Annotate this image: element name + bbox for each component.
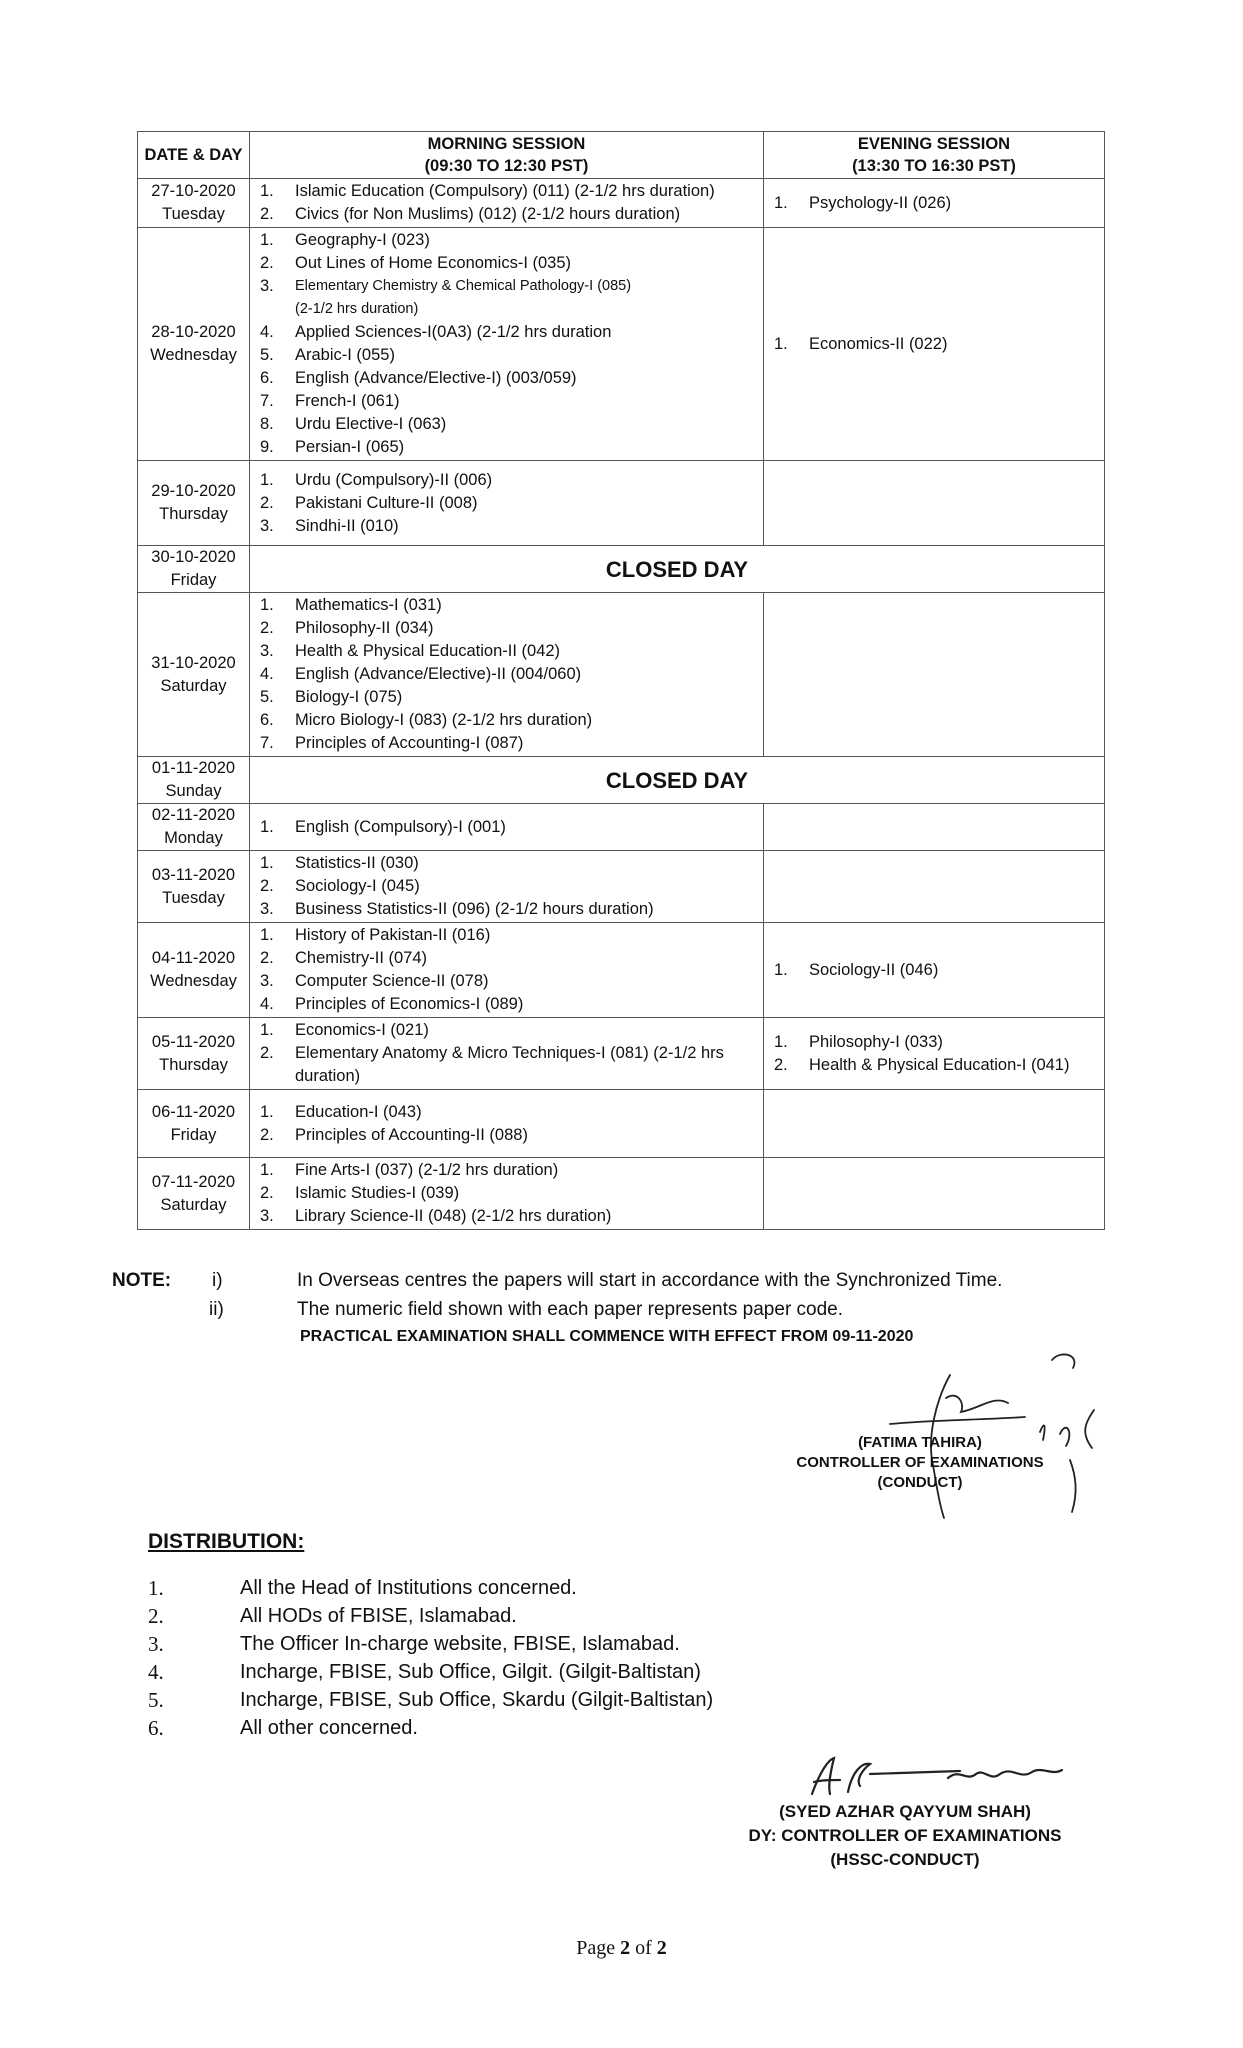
paper-title xyxy=(295,180,757,203)
paper-title xyxy=(295,492,757,515)
paper-item xyxy=(258,993,757,1016)
table-row xyxy=(138,179,1105,228)
evening-session-cell xyxy=(764,593,1105,757)
paper-title xyxy=(295,617,757,640)
distribution-number: 1. xyxy=(148,1576,164,1600)
exam-date: 05-11-2020 xyxy=(151,1032,236,1051)
page-number xyxy=(0,1937,1243,1960)
paper-title xyxy=(295,970,757,993)
signatory-deputy-controller xyxy=(690,1800,1120,1872)
distribution-item xyxy=(148,1574,713,1602)
paper-title xyxy=(295,390,757,413)
paper-item xyxy=(772,192,1098,215)
paper-title xyxy=(295,852,757,875)
distribution-item xyxy=(148,1602,713,1630)
paper-number: 2. xyxy=(260,254,274,272)
paper-title xyxy=(809,192,1098,215)
paper-title xyxy=(295,413,757,436)
distribution-item xyxy=(148,1658,713,1686)
evening-session-cell xyxy=(764,228,1105,461)
date-day-cell xyxy=(138,804,250,851)
paper-title-text: Chemistry-II (074) xyxy=(295,949,428,967)
distribution-number: 5. xyxy=(148,1688,164,1712)
paper-title xyxy=(809,1054,1098,1077)
distribution-list xyxy=(148,1574,713,1742)
morning-session-cell xyxy=(250,1158,764,1230)
exam-day: Friday xyxy=(170,571,217,589)
paper-item xyxy=(772,1031,1098,1054)
paper-title-text: Sociology-I (045) xyxy=(295,877,420,895)
paper-title xyxy=(295,1182,757,1205)
paper-item xyxy=(258,436,757,459)
paper-title-text: History of Pakistan-II (016) xyxy=(295,926,491,944)
distribution-item xyxy=(148,1714,713,1742)
distribution-number: 3. xyxy=(148,1632,164,1656)
paper-number: 1. xyxy=(260,231,274,249)
paper-title xyxy=(295,203,757,226)
distribution-text: The Officer In-charge website, FBISE, Islamabad. xyxy=(240,1633,680,1655)
paper-item xyxy=(258,1205,757,1228)
paper-number: 2. xyxy=(260,493,274,512)
exam-day: Friday xyxy=(170,1125,217,1144)
date-day-cell xyxy=(138,593,250,757)
paper-item xyxy=(258,1182,757,1205)
paper-number: 9. xyxy=(260,438,274,456)
note-item-number: i) xyxy=(212,1270,223,1291)
paper-title-text: English (Compulsory)-I (001) xyxy=(295,817,506,836)
table-row xyxy=(138,851,1105,923)
exam-day: Saturday xyxy=(160,1195,227,1214)
paper-title xyxy=(295,686,757,709)
evening-time: (13:30 TO 16:30 PST) xyxy=(852,157,1016,175)
date-day-cell xyxy=(138,179,250,228)
signatory-dept: (HSSC-CONDUCT) xyxy=(830,1850,980,1869)
exam-day: Sunday xyxy=(165,782,222,800)
date-day-cell xyxy=(138,546,250,593)
paper-title-text: Principles of Accounting-I (087) xyxy=(295,734,524,752)
note-item-text: The numeric field shown with each paper represents paper code. xyxy=(297,1299,844,1320)
paper-number: 8. xyxy=(260,415,274,433)
paper-title xyxy=(295,469,757,492)
evening-session-cell xyxy=(764,461,1105,546)
morning-session-cell xyxy=(250,923,764,1018)
paper-title xyxy=(295,275,757,321)
paper-title xyxy=(295,947,757,970)
header-date-day: DATE & DAY xyxy=(138,132,250,179)
page-of: of xyxy=(630,1937,657,1959)
evening-session-cell xyxy=(764,851,1105,923)
paper-title xyxy=(295,367,757,390)
paper-title-text: Statistics-II (030) xyxy=(295,854,419,872)
paper-item xyxy=(258,203,757,226)
morning-session-cell xyxy=(250,228,764,461)
paper-number: 1. xyxy=(260,854,274,872)
paper-item xyxy=(258,1124,757,1147)
paper-number: 3. xyxy=(260,1207,274,1225)
paper-number: 1. xyxy=(260,926,274,944)
table-row xyxy=(138,804,1105,851)
table-row xyxy=(138,461,1105,546)
table-row xyxy=(138,593,1105,757)
paper-duration-note: (2-1/2 hrs duration) xyxy=(295,301,419,317)
distribution-text: All the Head of Institutions concerned. xyxy=(240,1577,577,1599)
paper-title-text: Philosophy-II (034) xyxy=(295,619,434,637)
paper-number: 4. xyxy=(260,323,274,341)
paper-number: 6. xyxy=(260,369,274,387)
paper-title-text: English (Advance/Elective)-II (004/060) xyxy=(295,665,582,683)
exam-day: Thursday xyxy=(159,1055,228,1074)
morning-session-cell xyxy=(250,804,764,851)
paper-number: 1. xyxy=(774,334,788,353)
paper-number: 2. xyxy=(260,949,274,967)
exam-schedule-table xyxy=(137,131,1105,1230)
morning-session-cell xyxy=(250,1018,764,1090)
paper-title xyxy=(295,663,757,686)
paper-number: 3. xyxy=(260,516,274,535)
paper-item xyxy=(258,413,757,436)
paper-title xyxy=(809,333,1098,356)
distribution-text: Incharge, FBISE, Sub Office, Skardu (Gilgit-Baltistan) xyxy=(240,1689,714,1711)
signatory-title: DY: CONTROLLER OF EXAMINATIONS xyxy=(748,1826,1062,1845)
distribution-text: Incharge, FBISE, Sub Office, Gilgit. (Gilgit-Baltistan) xyxy=(240,1661,701,1683)
exam-date: 29-10-2020 xyxy=(151,482,236,500)
date-day-cell xyxy=(138,1090,250,1158)
paper-number: 1. xyxy=(260,182,274,200)
evening-session-cell xyxy=(764,1158,1105,1230)
paper-title-text: Fine Arts-I (037) (2-1/2 hrs duration) xyxy=(295,1161,559,1179)
paper-title-text: Islamic Studies-I (039) xyxy=(295,1184,460,1202)
paper-item xyxy=(258,709,757,732)
paper-title-text: Biology-I (075) xyxy=(295,688,403,706)
paper-title-text: Pakistani Culture-II (008) xyxy=(295,493,478,512)
exam-date: 06-11-2020 xyxy=(151,1102,236,1121)
morning-session-cell xyxy=(250,179,764,228)
paper-number: 1. xyxy=(774,193,788,212)
evening-session-cell xyxy=(764,1018,1105,1090)
table-row xyxy=(138,546,1105,593)
table-row xyxy=(138,1018,1105,1090)
page-current: 2 xyxy=(620,1937,631,1959)
table-row xyxy=(138,923,1105,1018)
paper-item xyxy=(258,617,757,640)
paper-title xyxy=(295,924,757,947)
note-item-text: In Overseas centres the papers will start in accordance with the Synchronized Time. xyxy=(297,1270,1003,1291)
paper-item xyxy=(258,732,757,755)
note-item-number: ii) xyxy=(209,1299,224,1320)
morning-session-cell xyxy=(250,593,764,757)
exam-day: Saturday xyxy=(160,676,227,695)
paper-item xyxy=(258,492,757,515)
date-day-cell xyxy=(138,228,250,461)
paper-number: 7. xyxy=(260,734,274,752)
paper-title-text: Civics (for Non Muslims) (012) (2-1/2 hours duration) xyxy=(295,205,681,223)
date-day-cell xyxy=(138,1018,250,1090)
distribution-text: All other concerned. xyxy=(240,1717,418,1739)
evening-session-cell xyxy=(764,1090,1105,1158)
paper-title xyxy=(295,898,757,921)
distribution-number: 4. xyxy=(148,1660,164,1684)
paper-title xyxy=(295,875,757,898)
exam-date: 04-11-2020 xyxy=(151,949,236,967)
exam-day: Tuesday xyxy=(162,888,225,907)
paper-title xyxy=(295,1205,757,1228)
paper-number: 1. xyxy=(260,1161,274,1179)
paper-item xyxy=(258,686,757,709)
paper-number: 2. xyxy=(260,619,274,637)
paper-title xyxy=(295,1101,757,1124)
paper-number: 1. xyxy=(260,1021,274,1039)
exam-day: Thursday xyxy=(159,505,228,523)
distribution-number: 2. xyxy=(148,1604,164,1628)
paper-item xyxy=(258,515,757,538)
paper-item xyxy=(258,640,757,663)
morning-session-cell xyxy=(250,851,764,923)
exam-date: 07-11-2020 xyxy=(151,1172,236,1191)
paper-item xyxy=(258,344,757,367)
signature-azhar-qayyum xyxy=(800,1752,1070,1802)
paper-number: 1. xyxy=(260,596,274,614)
exam-day: Wednesday xyxy=(150,346,237,364)
paper-title-text: Elementary Chemistry & Chemical Pathology-I (085) xyxy=(295,278,632,294)
paper-number: 2. xyxy=(260,877,274,895)
paper-item xyxy=(258,469,757,492)
paper-item xyxy=(258,947,757,970)
paper-title-text: Economics-I (021) xyxy=(295,1021,429,1039)
exam-date: 03-11-2020 xyxy=(151,865,236,884)
paper-number: 4. xyxy=(260,995,274,1013)
paper-title-text: Health & Physical Education-II (042) xyxy=(295,642,561,660)
paper-number: 1. xyxy=(260,1102,274,1121)
paper-item xyxy=(258,229,757,252)
paper-item xyxy=(258,390,757,413)
paper-number: 2. xyxy=(260,1044,274,1062)
note-label: NOTE: xyxy=(112,1270,172,1291)
paper-title-text: Mathematics-I (031) xyxy=(295,596,442,614)
date-day-cell xyxy=(138,851,250,923)
signatory-title: CONTROLLER OF EXAMINATIONS xyxy=(796,1454,1044,1471)
paper-item xyxy=(258,1042,757,1088)
paper-title xyxy=(295,594,757,617)
distribution-text: All HODs of FBISE, Islamabad. xyxy=(240,1605,517,1627)
paper-title xyxy=(295,1159,757,1182)
signatory-controller xyxy=(790,1433,1050,1493)
header-evening-session xyxy=(764,132,1105,179)
page-total: 2 xyxy=(656,1937,667,1959)
paper-title xyxy=(295,732,757,755)
paper-title-text: Library Science-II (048) (2-1/2 hrs duration) xyxy=(295,1207,612,1225)
paper-title xyxy=(295,515,757,538)
paper-item xyxy=(258,816,757,839)
paper-item xyxy=(258,275,757,321)
evening-title: EVENING SESSION xyxy=(857,135,1011,153)
paper-title xyxy=(295,344,757,367)
paper-title-text: Principles of Accounting-II (088) xyxy=(295,1125,528,1144)
paper-title-text: Urdu (Compulsory)-II (006) xyxy=(295,470,493,489)
paper-item xyxy=(258,875,757,898)
evening-session-cell xyxy=(764,804,1105,851)
closed-day-cell: CLOSED DAY xyxy=(250,757,1105,804)
exam-date: 01-11-2020 xyxy=(151,759,236,777)
paper-item xyxy=(258,852,757,875)
exam-date: 27-10-2020 xyxy=(151,182,236,200)
date-day-cell xyxy=(138,461,250,546)
paper-title-text: Elementary Anatomy & Micro Techniques-I (081) (2-1/2 hrs duration) xyxy=(295,1044,724,1085)
date-day-cell xyxy=(138,757,250,804)
paper-number: 2. xyxy=(260,1184,274,1202)
table-row xyxy=(138,1090,1105,1158)
paper-title-text: Geography-I (023) xyxy=(295,231,430,249)
paper-item xyxy=(258,180,757,203)
paper-number: 3. xyxy=(260,972,274,990)
paper-title xyxy=(295,1042,757,1088)
paper-title-text: Arabic-I (055) xyxy=(295,346,395,364)
paper-title-text: Urdu Elective-I (063) xyxy=(295,415,447,433)
signatory-name: (SYED AZHAR QAYYUM SHAH) xyxy=(779,1802,1031,1821)
paper-number: 3. xyxy=(260,642,274,660)
paper-title-text: Applied Sciences-I(0A3) (2-1/2 hrs duration xyxy=(295,323,612,341)
paper-item xyxy=(258,970,757,993)
paper-title xyxy=(295,321,757,344)
paper-number: 2. xyxy=(774,1055,788,1074)
exam-date: 30-10-2020 xyxy=(151,548,236,566)
date-day-cell xyxy=(138,1158,250,1230)
paper-number: 1. xyxy=(774,1032,788,1051)
paper-title xyxy=(295,993,757,1016)
paper-number: 3. xyxy=(260,900,274,918)
exam-date: 02-11-2020 xyxy=(151,806,236,824)
paper-title xyxy=(295,640,757,663)
closed-day-cell: CLOSED DAY xyxy=(250,546,1105,593)
paper-number: 3. xyxy=(260,277,274,295)
signatory-dept: (CONDUCT) xyxy=(877,1474,963,1491)
paper-number: 1. xyxy=(260,817,274,836)
table-row xyxy=(138,1158,1105,1230)
paper-title-text: English (Advance/Elective-I) (003/059) xyxy=(295,369,577,387)
paper-title-text: Out Lines of Home Economics-I (035) xyxy=(295,254,572,272)
morning-session-cell xyxy=(250,1090,764,1158)
paper-title xyxy=(295,252,757,275)
paper-item xyxy=(258,1019,757,1042)
paper-item xyxy=(258,367,757,390)
paper-title-text: Computer Science-II (078) xyxy=(295,972,489,990)
paper-title xyxy=(295,436,757,459)
paper-title xyxy=(295,816,757,839)
distribution-item xyxy=(148,1630,713,1658)
morning-title: MORNING SESSION xyxy=(427,135,586,153)
signatory-name: (FATIMA TAHIRA) xyxy=(858,1434,982,1451)
paper-item xyxy=(772,1054,1098,1077)
paper-number: 6. xyxy=(260,711,274,729)
paper-title xyxy=(295,1124,757,1147)
paper-item xyxy=(258,252,757,275)
paper-title xyxy=(809,959,1098,982)
paper-item xyxy=(258,898,757,921)
paper-item xyxy=(258,924,757,947)
distribution-number: 6. xyxy=(148,1716,164,1740)
exam-day: Monday xyxy=(164,829,223,847)
exam-date: 28-10-2020 xyxy=(151,323,236,341)
evening-session-cell xyxy=(764,923,1105,1018)
paper-title-text: Sindhi-II (010) xyxy=(295,516,399,535)
paper-title-text: Islamic Education (Compulsory) (011) (2-1/2 hrs duration) xyxy=(295,182,715,200)
morning-time: (09:30 TO 12:30 PST) xyxy=(424,157,589,175)
paper-number: 1. xyxy=(260,470,274,489)
paper-title-text: Sociology-II (046) xyxy=(809,960,939,979)
exam-day: Wednesday xyxy=(150,972,237,990)
paper-number: 2. xyxy=(260,205,274,223)
table-header-row xyxy=(138,132,1105,179)
distribution-item xyxy=(148,1686,713,1714)
paper-number: 7. xyxy=(260,392,274,410)
exam-date: 31-10-2020 xyxy=(151,653,236,672)
paper-title-text: Economics-II (022) xyxy=(809,334,948,353)
paper-title-text: Health & Physical Education-I (041) xyxy=(809,1055,1070,1074)
paper-title xyxy=(295,1019,757,1042)
paper-number: 1. xyxy=(774,960,788,979)
paper-item xyxy=(258,321,757,344)
paper-number: 5. xyxy=(260,346,274,364)
paper-item xyxy=(258,663,757,686)
header-morning-session xyxy=(250,132,764,179)
exam-day: Tuesday xyxy=(162,205,225,223)
paper-number: 5. xyxy=(260,688,274,706)
paper-title-text: Education-I (043) xyxy=(295,1102,422,1121)
table-row xyxy=(138,757,1105,804)
morning-session-cell xyxy=(250,461,764,546)
distribution-title: DISTRIBUTION: xyxy=(148,1530,305,1553)
paper-item xyxy=(258,1101,757,1124)
paper-title-text: Business Statistics-II (096) (2-1/2 hours duration) xyxy=(295,900,654,918)
paper-title xyxy=(295,709,757,732)
paper-title-text: French-I (061) xyxy=(295,392,400,410)
paper-title xyxy=(295,229,757,252)
paper-title-text: Persian-I (065) xyxy=(295,438,405,456)
paper-item xyxy=(772,959,1098,982)
paper-title-text: Micro Biology-I (083) (2-1/2 hrs duration) xyxy=(295,711,593,729)
table-row xyxy=(138,228,1105,461)
paper-item xyxy=(258,1159,757,1182)
paper-number: 2. xyxy=(260,1125,274,1144)
paper-title-text: Principles of Economics-I (089) xyxy=(295,995,524,1013)
evening-session-cell xyxy=(764,179,1105,228)
paper-title-text: Philosophy-I (033) xyxy=(809,1032,943,1051)
paper-item xyxy=(772,333,1098,356)
page-prefix: Page xyxy=(576,1937,621,1959)
date-day-cell xyxy=(138,923,250,1018)
paper-title xyxy=(809,1031,1098,1054)
paper-item xyxy=(258,594,757,617)
paper-title-text: Psychology-II (026) xyxy=(809,193,952,212)
practical-exam-notice: PRACTICAL EXAMINATION SHALL COMMENCE WITH EFFECT FROM 09-11-2020 xyxy=(300,1328,914,1345)
paper-number: 4. xyxy=(260,665,274,683)
